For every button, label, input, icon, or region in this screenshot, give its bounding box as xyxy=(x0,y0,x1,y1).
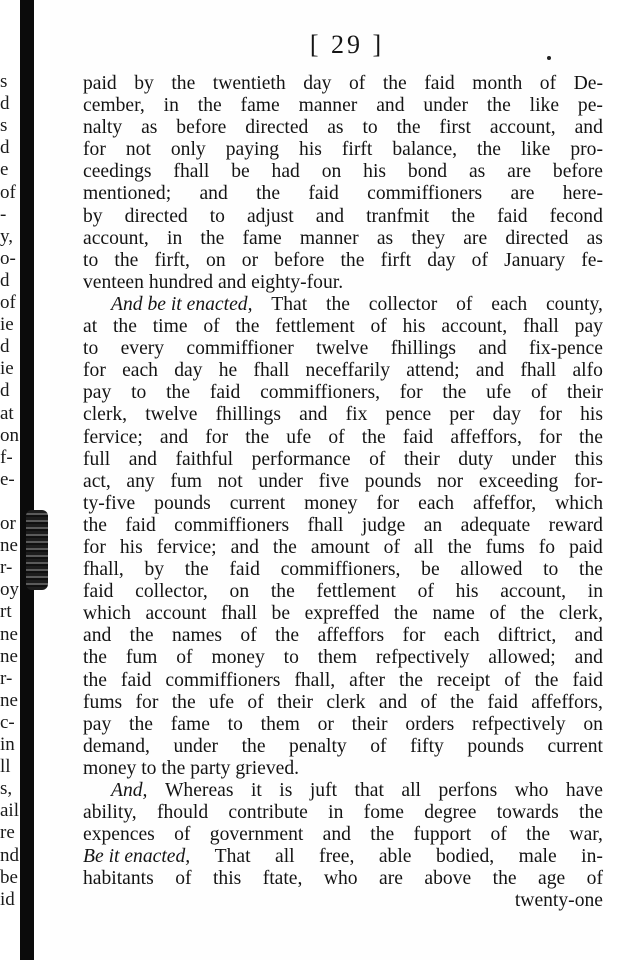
margin-fragment: re xyxy=(0,822,15,844)
text-line: fervice; and for the ufe of the faid affeffors, for the xyxy=(83,426,603,448)
margin-fragment: ie xyxy=(0,358,14,380)
margin-fragment: o- xyxy=(0,247,16,269)
margin-fragment: e- xyxy=(0,468,15,490)
binding-gutter xyxy=(20,0,34,960)
margin-fragment: y, xyxy=(0,225,14,247)
text-line: expences of government and the fupport of the war, xyxy=(83,824,603,846)
text-line: Be it enacted, That all free, able bodied, male in- xyxy=(83,846,603,868)
page-number: [ 29 ] xyxy=(309,30,385,59)
margin-fragment: on xyxy=(0,424,19,446)
margin-fragment: of xyxy=(0,181,16,203)
margin-fragment: at xyxy=(0,402,14,424)
text-line: ability, fhould contribute in fome degree towards the xyxy=(83,802,603,824)
text-line: for each day he fhall neceffarily attend; and fhall alfo xyxy=(83,360,603,382)
margin-fragment: be xyxy=(0,866,18,888)
text-line: for not only paying his firft balance, the like pro- xyxy=(83,139,603,161)
text-line: nalty as before directed as to the first account, and xyxy=(83,117,603,139)
margin-fragment: ne xyxy=(0,689,18,711)
text-line: to the firft, on or before the firft day of January fe- xyxy=(83,249,603,271)
text-line: the faid commiffioners fhall, after the receipt of the faid xyxy=(83,669,603,691)
text-line: venteen hundred and eighty-four. xyxy=(83,271,344,293)
body-text xyxy=(83,73,603,913)
text-line: the fum of money to them refpectively allowed; and xyxy=(83,647,603,669)
margin-fragment: d xyxy=(0,380,10,402)
text-line: for his fervice; and the amount of all the fums fo paid xyxy=(83,536,603,558)
margin-fragment: or xyxy=(0,513,16,534)
margin-fragment: oy xyxy=(0,579,19,601)
text-line: and the names of the affeffors for each diftrict, and xyxy=(83,625,603,647)
margin-fragment: s xyxy=(0,71,8,92)
margin-fragment: ne xyxy=(0,623,18,645)
margin-fragment: ll xyxy=(0,756,11,778)
text-line: at the time of the fettlement of his account, fhall pay xyxy=(83,316,603,338)
text-line: to every commiffioner twelve fhillings and fix-pence xyxy=(83,338,603,360)
margin-fragment: in xyxy=(0,734,15,755)
margin-fragment: nd xyxy=(0,844,19,866)
text-line: full and faithful performance of their duty under this xyxy=(83,448,603,470)
margin-fragment: ne xyxy=(0,645,18,667)
text-line: money to the party grieved. xyxy=(83,757,300,779)
margin-fragment: ne xyxy=(0,535,18,557)
margin-fragment: r- xyxy=(0,667,13,689)
margin-fragment: s xyxy=(0,115,8,137)
text-line: account, in the fame manner as they are directed as xyxy=(83,227,603,249)
text-line: paid by the twentieth day of the faid month of De- xyxy=(83,73,603,94)
text-line: ty-five pounds current money for each affeffor, which xyxy=(83,492,603,514)
margin-fragment: e xyxy=(0,159,9,181)
margin-fragment: c- xyxy=(0,711,15,733)
text-line: pay the fame to them or their orders refpectively on xyxy=(83,713,603,735)
text-line: demand, under the penalty of fifty pounds current xyxy=(83,735,603,757)
margin-fragment: of xyxy=(0,292,16,313)
text-line: ceedings fhall be had on his bond as are before xyxy=(83,161,603,183)
text-line: fums for the ufe of their clerk and of the faid affeffors, xyxy=(83,691,603,713)
margin-fragment: ail xyxy=(0,800,19,822)
text-line: by directed to adjust and tranfmit the faid fecond xyxy=(83,205,603,227)
text-line: pay to the faid commiffioners, for the ufe of their xyxy=(83,382,603,404)
margin-fragment: - xyxy=(0,203,7,225)
margin-fragment: id xyxy=(0,888,15,910)
margin-fragment: f- xyxy=(0,446,13,468)
margin-fragment: rt xyxy=(0,601,12,623)
text-line: And, Whereas it is juft that all perfons who have xyxy=(111,780,603,801)
ink-speck xyxy=(547,56,551,60)
text-line: which account fhall be expreffed the name of the clerk, xyxy=(83,603,603,625)
book-page xyxy=(50,0,603,960)
text-line: clerk, twelve fhillings and fix pence per day for his xyxy=(83,404,603,426)
margin-fragment: ie xyxy=(0,314,14,336)
text-line: cember, in the fame manner and under the like pe- xyxy=(83,95,603,117)
text-line: faid collector, on the fettlement of his account, in xyxy=(83,581,603,603)
text-line: twenty-one xyxy=(514,890,603,912)
margin-fragment: s, xyxy=(0,778,13,800)
text-line: mentioned; and the faid commiffioners are here- xyxy=(83,183,603,205)
text-line: fhall, by the faid commiffioners, be allowed to the xyxy=(83,559,603,581)
text-line: act, any fum not under five pounds nor exceeding for- xyxy=(83,470,603,492)
margin-fragment: d xyxy=(0,137,10,159)
margin-fragment: r- xyxy=(0,557,13,579)
text-line: habitants of this ftate, who are above the age of xyxy=(83,868,603,890)
gutter-stain xyxy=(26,510,48,590)
margin-fragment: d xyxy=(0,336,10,358)
margin-fragment: d xyxy=(0,269,10,291)
text-line: the faid commiffioners fhall judge an adequate reward xyxy=(83,514,603,536)
margin-fragment: d xyxy=(0,93,10,115)
text-line: And be it enacted, That the collector of each county, xyxy=(111,293,603,315)
